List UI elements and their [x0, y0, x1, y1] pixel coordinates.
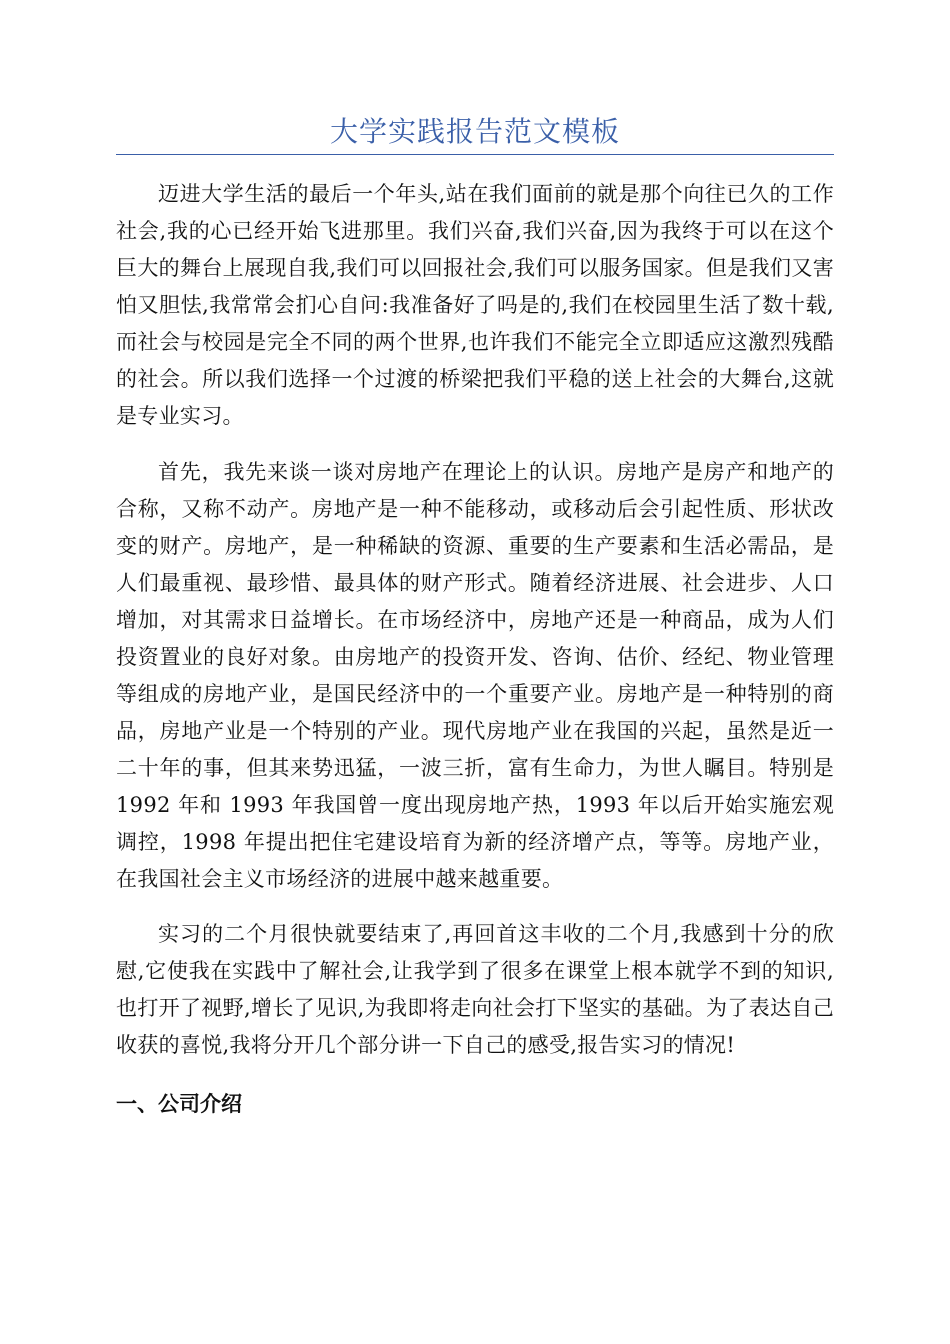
paragraph-internship-summary: 实习的二个月很快就要结束了,再回首这丰收的二个月,我感到十分的欣慰,它使我在实践中了解社会,让我学到了很多在课堂上根本就学不到的知识,也打开了视野,增长了见识,为我即将走向社会打下坚实的基础。为了表达自己收获的喜悦,我将分开几个部分讲一下自己的感受,报告实习的情况!	[116, 922, 834, 1057]
section-heading-company-intro: 一、公司介绍	[116, 1092, 242, 1116]
title-underline	[116, 154, 834, 155]
paragraph-real-estate: 首先，我先来谈一谈对房地产在理论上的认识。房地产是房产和地产的合称，又称不动产。房地产是一种不能移动，或移动后会引起性质、形状改变的财产。房地产，是一种稀缺的资源、重要的生产要素和生活必需品，是人们最重视、最珍惜、最具体的财产形式。随着经济进展、社会进步、人口增加，对其需求日益增长。在市场经济中，房地产还是一种商品，成为人们投资置业的良好对象。由房地产的投资开发、咨询、估价、经纪、物业管理等组成的房地产业，是国民经济中的一个重要产业。房地产是一种特别的商品，房地产业是一个特别的产业。现代房地产业在我国的兴起，虽然是近一二十年的事，但其来势迅猛，一波三折，富有生命力，为世人瞩目。特别是 1992 年和 1993 年我国曾一度出现房地产热，1993 年以后开始实施宏观调控，1998 年提出把住宅建设培育为新的经济增产点，等等。房地产业，在我国社会主义市场经济的进展中越来越重要。	[116, 460, 834, 891]
paragraph-intro: 迈进大学生活的最后一个年头,站在我们面前的就是那个向往已久的工作社会,我的心已经开始飞进那里。我们兴奋,我们兴奋,因为我终于可以在这个巨大的舞台上展现自我,我们可以回报社会,我们可以服务国家。但是我们又害怕又胆怯,我常常会扪心自问:我准备好了吗是的,我们在校园里生活了数十载,而社会与校园是完全不同的两个世界,也许我们不能完全立即适应这激烈残酷的社会。所以我们选择一个过渡的桥梁把我们平稳的送上社会的大舞台,这就是专业实习。	[116, 182, 834, 428]
document-title: 大学实践报告范文模板	[329, 115, 620, 148]
document-body	[116, 176, 834, 1123]
